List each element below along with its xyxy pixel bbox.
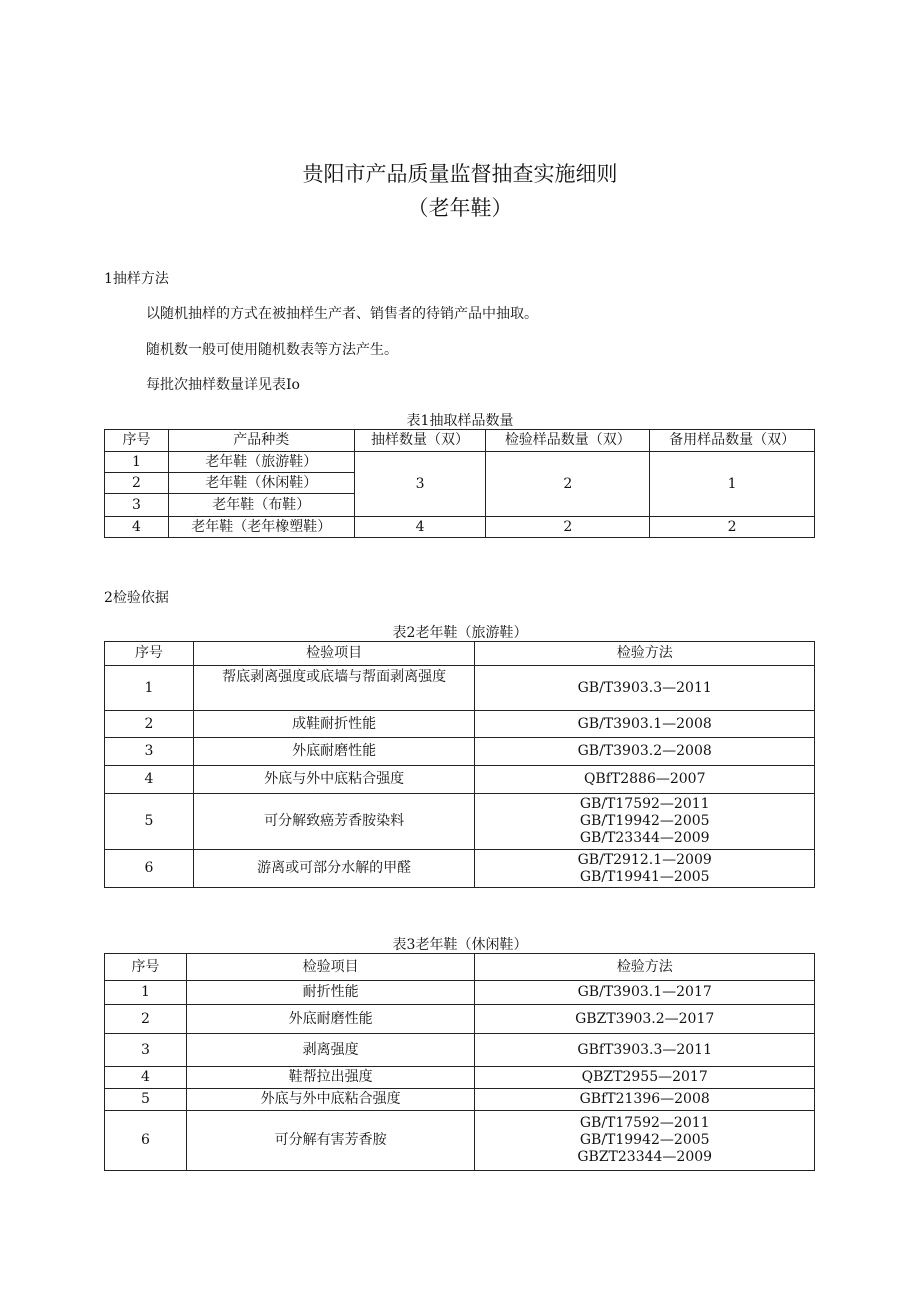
table-row bbox=[105, 1089, 815, 1111]
test-method: GB/T2912.1—2009 bbox=[577, 851, 712, 868]
inspection-quantity: 2 bbox=[486, 517, 650, 538]
test-method: GB/T19942—2005 bbox=[579, 1132, 710, 1148]
column-header: 序号 bbox=[105, 954, 187, 981]
column-header: 检验方法 bbox=[475, 954, 815, 981]
document-subtitle: （老年鞋） bbox=[407, 196, 513, 220]
section-1-paragraph-2: 随机数一般可使用随机数表等方法产生。 bbox=[146, 342, 398, 358]
inspection-quantity: 2 bbox=[486, 452, 650, 517]
row-number: 3 bbox=[105, 1034, 187, 1067]
test-method: GB/T3903.2—2008 bbox=[475, 738, 815, 766]
test-item: 鞋帮拉出强度 bbox=[186, 1067, 475, 1089]
table-1-caption: 表1抽取样品数量 bbox=[406, 413, 514, 429]
test-item: 外底耐磨性能 bbox=[193, 738, 475, 766]
test-method: GBfT21396—2008 bbox=[475, 1089, 815, 1111]
column-header: 检验方法 bbox=[475, 642, 815, 666]
table-row bbox=[105, 1034, 815, 1067]
test-item: 外底与外中底粘合强度 bbox=[186, 1089, 475, 1111]
column-header: 序号 bbox=[105, 642, 194, 666]
test-item: 成鞋耐折性能 bbox=[193, 711, 475, 738]
row-number: 1 bbox=[105, 666, 194, 711]
table-header-row bbox=[105, 430, 815, 452]
product-type: 老年鞋（休闲鞋） bbox=[168, 473, 354, 494]
test-item: 耐折性能 bbox=[186, 981, 475, 1005]
spare-quantity: 2 bbox=[650, 517, 815, 538]
table-row bbox=[105, 766, 815, 794]
column-header: 备用样品数量（双） bbox=[650, 430, 815, 452]
column-header: 序号 bbox=[105, 430, 169, 452]
test-method: GB/T19942—2005 bbox=[579, 813, 710, 829]
table-header-row bbox=[105, 954, 815, 981]
test-item: 可分解致癌芳香胺染料 bbox=[193, 794, 475, 850]
column-header: 检验样品数量（双） bbox=[486, 430, 650, 452]
test-method: GB/T17592—2011 bbox=[579, 796, 710, 812]
table-row bbox=[105, 452, 815, 473]
test-item: 帮底剥离强度或底墙与帮面剥离强度 bbox=[193, 666, 475, 711]
row-number: 1 bbox=[105, 981, 187, 1005]
row-number: 2 bbox=[105, 711, 194, 738]
row-number: 1 bbox=[105, 452, 169, 473]
product-type: 老年鞋（布鞋） bbox=[168, 494, 354, 517]
test-method: GBZT3903.2—2017 bbox=[475, 1005, 815, 1034]
column-header: 检验项目 bbox=[186, 954, 475, 981]
test-item: 外底与外中底粘合强度 bbox=[193, 766, 475, 794]
section-1-heading: 1抽样方法 bbox=[104, 271, 169, 287]
document-title: 贵阳市产品质量监督抽查实施细则 bbox=[302, 162, 618, 186]
test-method: GB/T19941—2005 bbox=[579, 868, 710, 885]
test-item: 可分解有害芳香胺 bbox=[186, 1111, 475, 1171]
test-method: QBfT2886—2007 bbox=[475, 766, 815, 794]
product-type: 老年鞋（旅游鞋） bbox=[168, 452, 354, 473]
row-number: 6 bbox=[105, 850, 194, 888]
sample-quantity: 3 bbox=[354, 452, 486, 517]
test-method: GBfT3903.3—2011 bbox=[475, 1034, 815, 1067]
table-3-caption: 表3老年鞋（休闲鞋） bbox=[392, 937, 528, 953]
section-1-paragraph-1: 以随机抽样的方式在被抽样生产者、销售者的待销产品中抽取。 bbox=[146, 306, 538, 322]
table-row bbox=[105, 1067, 815, 1089]
table-header-row bbox=[105, 642, 815, 666]
test-method: GB/T3903.1—2017 bbox=[475, 981, 815, 1005]
test-method: QBZT2955—2017 bbox=[475, 1067, 815, 1089]
test-method: GB/T17592—2011 bbox=[579, 1115, 710, 1131]
sample-quantity: 4 bbox=[354, 517, 486, 538]
section-1-paragraph-3: 每批次抽样数量详见表Io bbox=[146, 377, 300, 393]
row-number: 6 bbox=[105, 1111, 187, 1171]
test-method: GB/T23344—2009 bbox=[579, 830, 710, 846]
test-method: GB/T3903.1—2008 bbox=[475, 711, 815, 738]
row-number: 2 bbox=[105, 473, 169, 494]
row-number: 4 bbox=[105, 1067, 187, 1089]
table-row bbox=[105, 517, 815, 538]
column-header: 检验项目 bbox=[193, 642, 475, 666]
table-row bbox=[105, 850, 815, 888]
row-number: 5 bbox=[105, 794, 194, 850]
table-row bbox=[105, 1111, 815, 1171]
test-method: GBZT23344—2009 bbox=[577, 1149, 713, 1165]
table-2-caption: 表2老年鞋（旅游鞋） bbox=[392, 625, 528, 641]
table-row bbox=[105, 981, 815, 1005]
table-row bbox=[105, 711, 815, 738]
travel-shoes-test-table bbox=[104, 641, 815, 888]
product-type: 老年鞋（老年橡塑鞋） bbox=[168, 517, 354, 538]
sampling-quantity-table bbox=[104, 429, 815, 538]
row-number: 4 bbox=[105, 766, 194, 794]
test-item: 外底耐磨性能 bbox=[186, 1005, 475, 1034]
test-item: 剥离强度 bbox=[186, 1034, 475, 1067]
test-method: GB/T3903.3—2011 bbox=[475, 666, 815, 711]
table-row bbox=[105, 1005, 815, 1034]
row-number: 3 bbox=[105, 494, 169, 517]
test-method-cell bbox=[475, 794, 815, 850]
spare-quantity: 1 bbox=[650, 452, 815, 517]
row-number: 2 bbox=[105, 1005, 187, 1034]
test-item: 游离或可部分水解的甲醛 bbox=[193, 850, 475, 888]
row-number: 3 bbox=[105, 738, 194, 766]
section-2-heading: 2检验依据 bbox=[104, 590, 169, 606]
test-method-cell bbox=[475, 1111, 815, 1171]
test-method-cell bbox=[475, 850, 815, 888]
row-number: 5 bbox=[105, 1089, 187, 1111]
table-row bbox=[105, 738, 815, 766]
table-row bbox=[105, 794, 815, 850]
column-header: 抽样数量（双） bbox=[354, 430, 486, 452]
row-number: 4 bbox=[105, 517, 169, 538]
table-row bbox=[105, 666, 815, 711]
casual-shoes-test-table bbox=[104, 953, 815, 1171]
column-header: 产品种类 bbox=[168, 430, 354, 452]
